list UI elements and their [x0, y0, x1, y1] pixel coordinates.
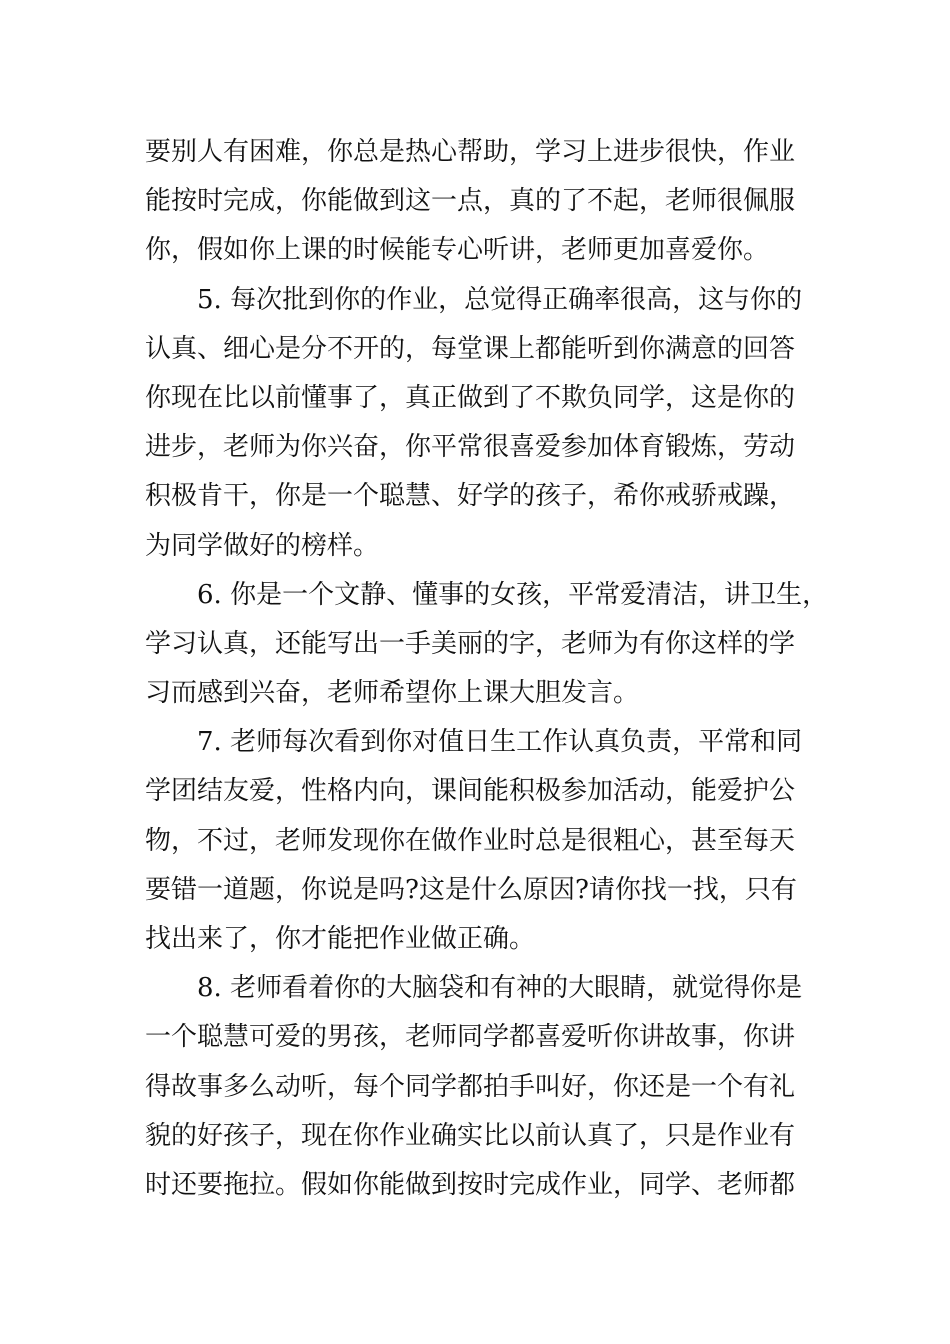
text-line: 物，不过，老师发现你在做作业时总是很粗心，甚至每天 — [145, 825, 796, 856]
text-line: 时还要拖拉。假如你能做到按时完成作业，同学、老师都 — [145, 1169, 796, 1200]
text-line: 认真、细心是分不开的，每堂课上都能听到你满意的回答 — [145, 333, 796, 364]
text-line: 要别人有困难，你总是热心帮助，学习上进步很快，作业 — [145, 137, 796, 167]
paragraph-5-start: 5. 每次批到你的作业，总觉得正确率很高，这与你的 — [197, 284, 803, 315]
text-line: 找出来了，你才能把作业做正确。 — [145, 924, 536, 954]
text-line: 习而感到兴奋，老师希望你上课大胆发言。 — [145, 678, 640, 709]
text-line: 你，假如你上课的时候能专心听讲，老师更加喜爱你。 — [145, 235, 770, 266]
text-line: 学团结友爱，性格内向，课间能积极参加活动，能爱护公 — [145, 776, 796, 807]
paragraph-8-start: 8. 老师看着你的大脑袋和有神的大眼睛，就觉得你是 — [197, 973, 803, 1004]
text-line: 积极肯干，你是一个聪慧、好学的孩子，希你戒骄戒躁， — [145, 481, 796, 512]
text-line: 进步，老师为你兴奋，你平常很喜爱参加体育锻炼，劳动 — [145, 432, 796, 463]
text-line: 你现在比以前懂事了，真正做到了不欺负同学，这是你的 — [145, 382, 796, 413]
text-line: 要错一道题，你说是吗?这是什么原因?请你找一找，只有 — [145, 874, 797, 905]
text-line: 学习认真，还能写出一手美丽的字，老师为有你这样的学 — [145, 628, 796, 659]
document-body — [145, 128, 829, 1210]
paragraph-7-start: 7. 老师每次看到你对值日生工作认真负责，平常和同 — [197, 727, 803, 758]
paragraph-6-start: 6. 你是一个文静、懂事的女孩，平常爱清洁，讲卫生， — [197, 579, 829, 610]
text-line: 貌的好孩子，现在你作业确实比以前认真了，只是作业有 — [145, 1120, 796, 1151]
text-line: 为同学做好的榜样。 — [145, 530, 380, 561]
text-line: 得故事多么动听，每个同学都拍手叫好，你还是一个有礼 — [145, 1071, 796, 1102]
text-line: 能按时完成，你能做到这一点，真的了不起，老师很佩服 — [145, 186, 796, 217]
text-line: 一个聪慧可爱的男孩，老师同学都喜爱听你讲故事，你讲 — [145, 1022, 796, 1053]
